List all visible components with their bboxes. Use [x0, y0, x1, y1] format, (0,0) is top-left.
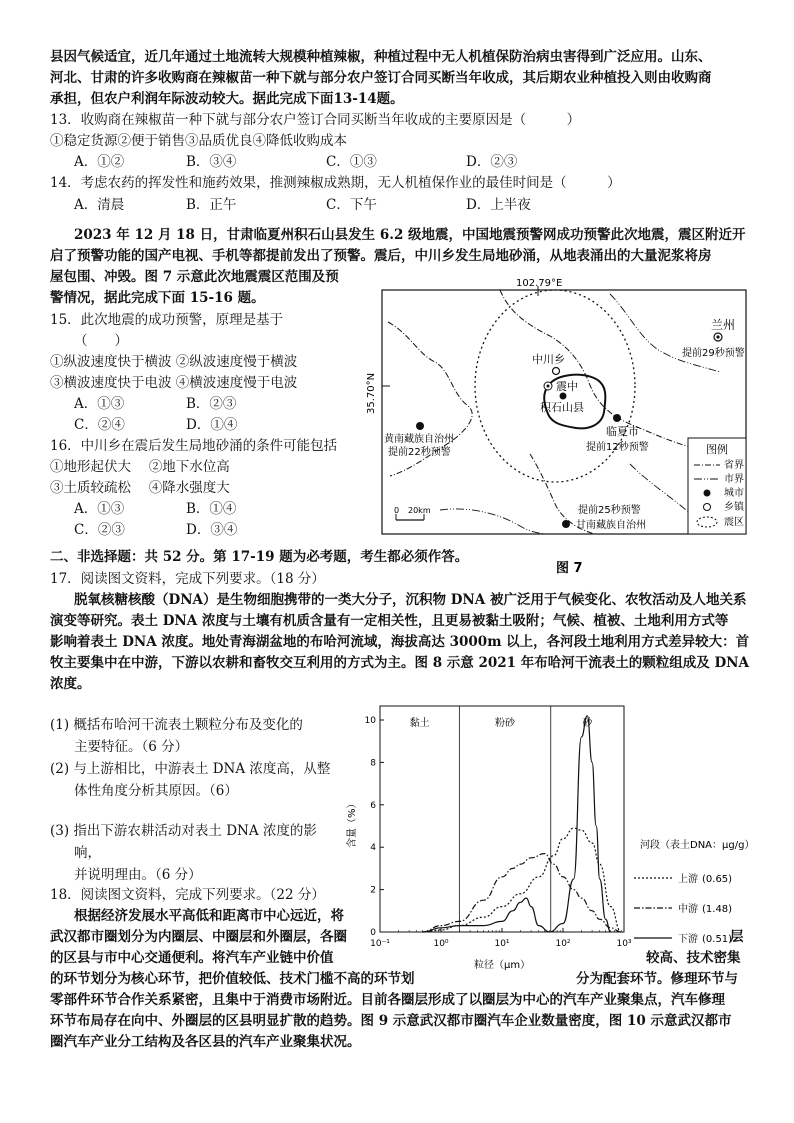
legend-title: 图例 — [706, 443, 728, 456]
lanzhou-warning: 提前29秒预警 — [682, 348, 745, 359]
zone-label: 黏土 — [409, 718, 430, 729]
legend-series-dna: (1.48) — [702, 904, 733, 915]
legend-city-marker — [704, 490, 711, 497]
gannan-warning: 提前25秒预警 — [578, 505, 641, 516]
chart-plot-frame — [380, 706, 624, 932]
q17-sub3-line1: (3) 指出下游农耕活动对表土 DNA 浓度的影 — [50, 823, 317, 839]
x-tick-label: 10¹ — [494, 939, 510, 949]
q17-sub2-line1: (2) 与上游相比，中游表土 DNA 浓度高，从整 — [50, 761, 331, 777]
q18-line-2-right: 层 — [730, 929, 744, 945]
q14-option-d: D．上半夜 — [466, 197, 531, 213]
huangnan-label: 黄南藏族自治州 — [384, 434, 454, 445]
linxia-label: 临夏市 — [606, 425, 639, 438]
q18-line-2: 武汉都市圈划分为内圈层、中圈层和外圈层，各圈 — [50, 929, 347, 945]
y-tick-label: 8 — [370, 758, 376, 769]
q15-paren: （ ） — [74, 333, 128, 349]
zone-label: 砂 — [582, 718, 593, 729]
zhongchuan-town-marker — [553, 368, 560, 375]
legend-series-name: 上游 — [678, 874, 698, 885]
legend-town-label: 乡镇 — [724, 502, 744, 513]
q18-line-6: 环节布局存在向中、外圈层的区县明显扩散的趋势。图 9 示意武汉都市圈汽车企业数量密度，图 10 示意武汉都市 — [50, 1013, 732, 1029]
q15-option-d: D．①④ — [186, 417, 238, 433]
q18-line-4-right: 分为配套环节。修理环节与 — [576, 971, 738, 987]
y-tick-label: 2 — [370, 885, 376, 896]
q15-option-b: B．②③ — [186, 396, 237, 412]
legend-series-dna: (0.65) — [702, 874, 733, 885]
jishishan-city-marker — [560, 393, 567, 400]
q18-line-1: 根据经济发展水平高低和距离市中心远近，将 — [74, 908, 344, 924]
q16-opt-line-2: ③土质较疏松 ④降水强度大 — [50, 480, 230, 496]
q17-para-5: 浓度。 — [50, 676, 91, 692]
x-tick-label: 10⁻¹ — [370, 939, 390, 949]
jishishan-label: 积石山县 — [540, 401, 584, 414]
quake-line-2: 启了预警功能的国产电视、手机等都提前发出了预警。震后，中川乡发生局地砂涌，从地表涌出的大量泥浆将房 — [50, 248, 712, 264]
x-tick-label: 10² — [555, 939, 571, 949]
chart-y-axis-label: 含量（%） — [347, 798, 358, 848]
q13-option-b: B．③④ — [186, 154, 237, 170]
q17-para-2: 演变等研究。表土 DNA 浓度与土壤有机质含量有一定相关性，且更易被黏土吸附；气候、植被、土地利用方式等 — [50, 613, 729, 629]
q16-option-b: B．①④ — [186, 501, 237, 517]
epicenter-label: 震中 — [556, 380, 578, 393]
part2-header: 二、非选择题：共 52 分。第 17-19 题为必考题，考生都必须作答。 — [50, 549, 469, 565]
q17-sub1-line1: (1) 概括布哈河干流表土颗粒分布及变化的 — [50, 717, 303, 733]
lanzhou-city-dot — [716, 335, 719, 338]
grain-size-chart — [347, 702, 788, 980]
y-tick-label: 4 — [370, 843, 376, 854]
q14-option-a: A．清晨 — [74, 197, 125, 213]
q18-stem: 18．阅读图文资料，完成下列要求。（22 分） — [50, 887, 325, 903]
latitude-label: 35.70°N — [366, 372, 377, 414]
q15-option-a: A．①③ — [74, 396, 125, 412]
q15-stem: 15．此次地震的成功预警，原理是基于 — [50, 312, 284, 328]
scale-distance: 20km — [408, 506, 431, 515]
q13-items: ①稳定货源②便于销售③品质优良④降低收购成本 — [50, 133, 347, 149]
y-tick-label: 0 — [370, 928, 376, 938]
q14-option-c: C．下午 — [326, 197, 377, 213]
gannan-city-marker — [562, 520, 570, 528]
q13-option-c: C．①③ — [326, 154, 377, 170]
zone-label: 粉砂 — [495, 718, 516, 729]
chart-legend-title: 河段（表土DNA：μg/g） — [640, 840, 755, 851]
q15-option-c: C．②④ — [74, 417, 125, 433]
epicenter-dot — [547, 385, 550, 388]
intro-line-1: 县因气候适宜，近几年通过土地流转大规模种植辣椒，种植过程中无人机植保防治病虫害得到广泛应用。山东、 — [50, 49, 712, 65]
scale-zero: 0 — [394, 506, 400, 515]
q16-option-c: C．②③ — [74, 522, 125, 538]
huangnan-warning: 提前22秒预警 — [388, 447, 451, 458]
legend-city-boundary-label: 市界 — [724, 474, 744, 485]
intro-line-2: 河北、甘肃的许多收购商在辣椒苗一种下就与部分农户签订合同买断当年收成，其后期农业种植投入则由收购商 — [50, 70, 712, 86]
q17-para-3: 影响着表土 DNA 浓度。地处青海湖盆地的布哈河流域，海拔高达 3000m 以上，各河段土地利用方式差异较大：首 — [50, 634, 750, 650]
figure-7-caption: 图 7 — [556, 561, 583, 576]
y-tick-label: 6 — [370, 800, 376, 811]
gannan-label: 甘南藏族自治州 — [576, 520, 646, 531]
q17-sub1-line2: 主要特征。（6 分） — [74, 739, 189, 755]
q18-line-3-right: 较高、技术密集 — [646, 950, 741, 966]
huangnan-city-marker — [416, 422, 424, 430]
zhongchuan-label: 中川乡 — [532, 353, 565, 366]
legend-city-label: 城市 — [724, 488, 744, 499]
q17-sub3-line2: 响， — [74, 845, 101, 861]
q14-stem: 14．考虑农药的挥发性和施药效果，推测辣椒成熟期，无人机植保作业的最佳时间是（ ） — [50, 175, 621, 191]
q17-para-1: 脱氧核糖核酸（DNA）是生物细胞携带的一类大分子，沉积物 DNA 被广泛用于气候变化、农牧活动及人地关系 — [74, 592, 747, 608]
earthquake-map — [366, 274, 750, 584]
q15-opt-line-2: ③横波速度快于电波 ④横波速度慢于电波 — [50, 375, 298, 391]
quake-line-3: 屋包围、冲毁。图 7 示意此次地震震区范围及预 — [50, 269, 339, 285]
q18-line-7: 圈汽车产业分工结构及各区县的汽车产业聚集状况。 — [50, 1034, 361, 1050]
quake-line-4: 警情况，据此完成下面 15-16 题。 — [50, 290, 265, 306]
q17-para-4: 牧主要集中在中游，下游以农耕和畜牧交互利用的方式为主。图 8 示意 2021 年布哈河干流表土的颗粒组成及 DNA — [50, 655, 749, 671]
q13-option-a: A．①② — [74, 154, 125, 170]
q18-line-4: 的环节划分为核心环节，把价值较低、技术门槛不高的环节划 — [50, 971, 415, 987]
linxia-city-marker — [613, 414, 621, 422]
q13-stem: 13．收购商在辣椒苗一种下就与部分农户签订合同买断当年收成的主要原因是（ ） — [50, 112, 581, 128]
lanzhou-label: 兰州 — [711, 318, 736, 332]
q17-sub2-line2: 体性角度分析其原因。（6） — [74, 783, 238, 799]
q14-option-b: B．正午 — [186, 197, 237, 213]
intro-line-3: 承担，但农户利润年际波动较大。据此完成下面13-14题。 — [50, 91, 404, 107]
q15-opt-line-1: ①纵波速度快于横波 ②纵波速度慢于横波 — [50, 354, 298, 370]
q16-option-d: D．③④ — [186, 522, 238, 538]
q18-line-5: 零部件环节合作关系紧密，且集中于消费市场附近。目前各圈层形成了以圈层为中心的汽车产业聚集点，汽车修理 — [50, 992, 725, 1008]
q16-stem: 16．中川乡在震后发生局地砂涌的条件可能包括 — [50, 438, 338, 454]
q18-line-3: 的区县与市中心交通便利。将汽车产业链中价值 — [50, 950, 334, 966]
q17-stem: 17．阅读图文资料，完成下列要求。（18 分） — [50, 571, 325, 587]
legend-series-name: 下游 — [678, 934, 698, 945]
legend-series-name: 中游 — [678, 904, 698, 915]
q16-opt-line-1: ①地形起伏大 ②地下水位高 — [50, 459, 230, 475]
q13-option-d: D．②③ — [466, 154, 518, 170]
legend-zone-label: 震区 — [724, 517, 744, 528]
x-tick-label: 10⁰ — [433, 939, 449, 949]
chart-x-axis-label: 粒径（μm） — [474, 960, 531, 971]
legend-province-label: 省界 — [724, 460, 744, 471]
linxia-warning: 提前12秒预警 — [586, 442, 649, 453]
legend-town-marker — [704, 504, 711, 511]
q16-option-a: A．①③ — [74, 501, 125, 517]
legend-series-dna: (0.51) — [702, 934, 733, 945]
q17-sub3-line3: 并说明理由。（6 分） — [74, 867, 202, 883]
x-tick-label: 10³ — [616, 939, 632, 949]
y-tick-label: 10 — [364, 716, 376, 726]
longitude-label: 102.79°E — [516, 278, 563, 289]
quake-line-1: 2023 年 12 月 18 日，甘肃临夏州积石山县发生 6.2 级地震，中国地震预警网成功预警此次地震，震区附近开 — [74, 227, 746, 243]
